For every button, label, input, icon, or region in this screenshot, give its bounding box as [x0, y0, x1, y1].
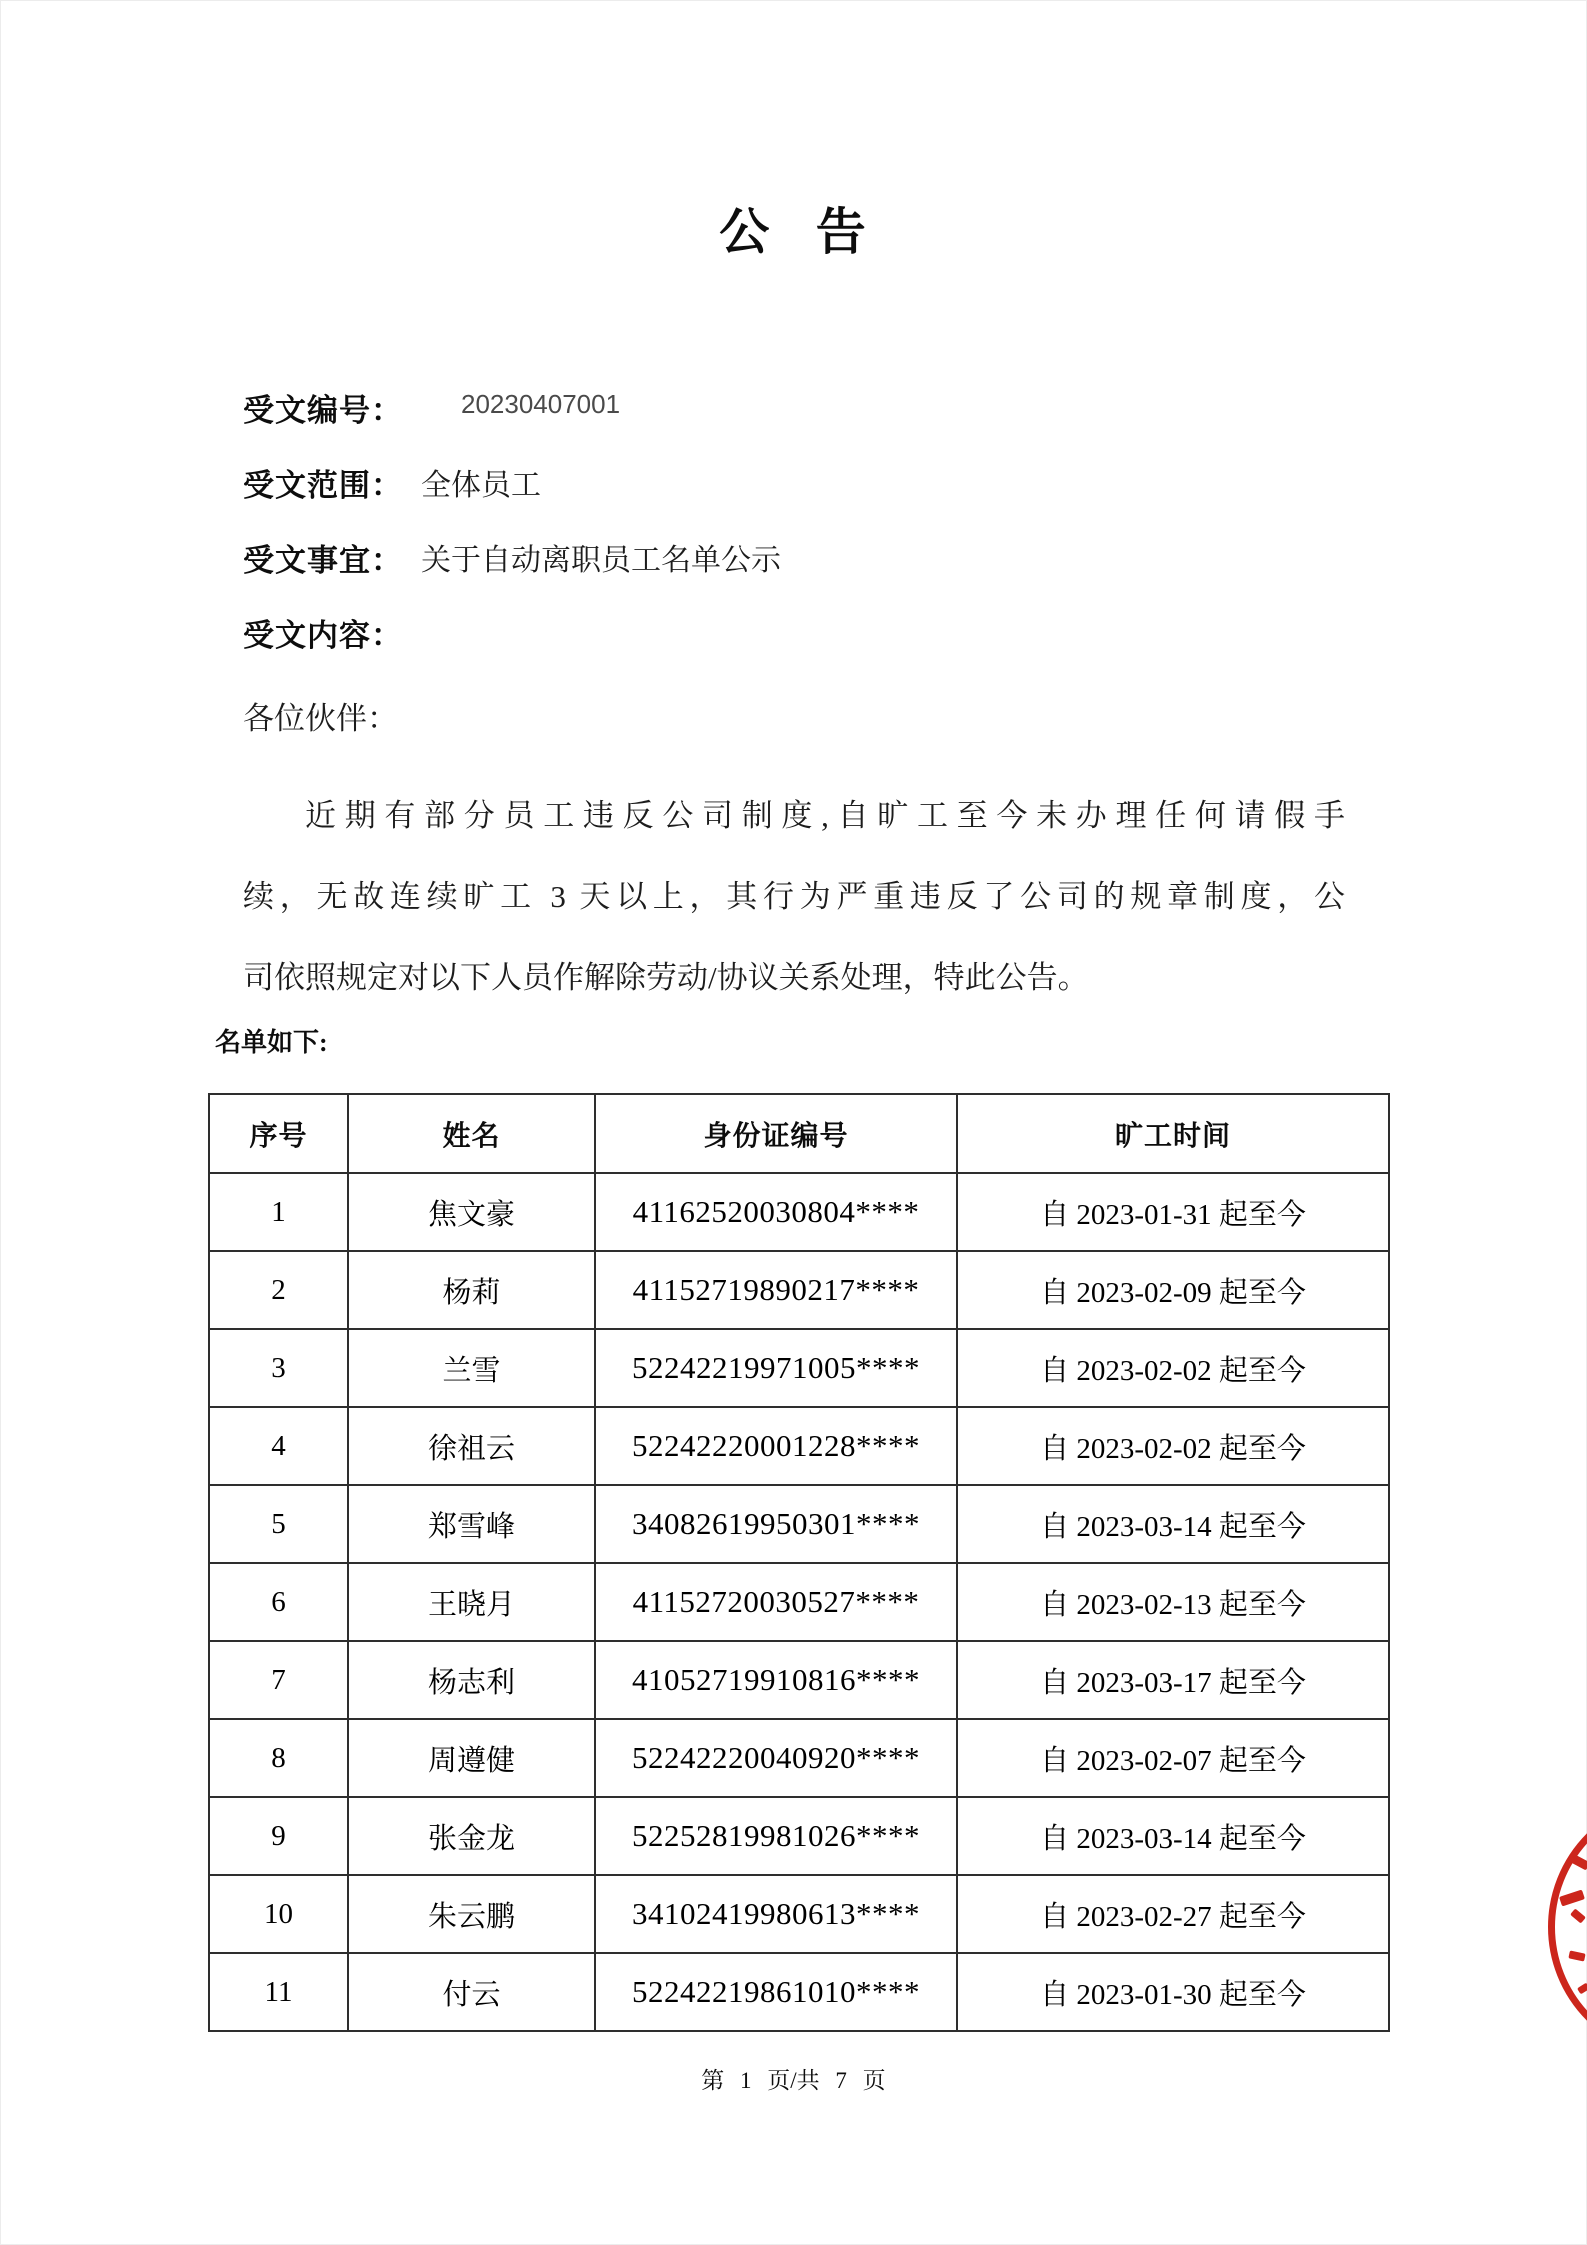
field-subject-value: 关于自动离职员工名单公示 — [421, 544, 781, 577]
col-header-absence: 旷工时间 — [957, 1094, 1389, 1173]
page-title: 公 告 — [719, 204, 868, 260]
absentee-table — [208, 1093, 1390, 2032]
table-cell: 34102419980613**** — [595, 1875, 957, 1953]
table-row — [209, 1485, 1389, 1563]
table-row — [209, 1251, 1389, 1329]
table-cell: 自 2023-02-02 起至今 — [957, 1407, 1389, 1485]
field-doc-number-value: 20230407001 — [461, 389, 621, 419]
official-seal-icon — [1548, 1795, 1587, 2059]
header-fields — [243, 385, 1437, 685]
field-content-label: 受文内容： — [243, 618, 403, 653]
field-doc-number-label: 受文编号： — [243, 393, 403, 428]
field-scope-value: 全体员工 — [421, 469, 541, 502]
table-cell: 5 — [209, 1485, 348, 1563]
col-header-id: 身份证编号 — [595, 1094, 957, 1173]
table-cell: 52242219971005**** — [595, 1329, 957, 1407]
table-row — [209, 1563, 1389, 1641]
table-cell: 10 — [209, 1875, 348, 1953]
table-row — [209, 1407, 1389, 1485]
table-cell: 41152720030527**** — [595, 1563, 957, 1641]
table-cell: 自 2023-02-27 起至今 — [957, 1875, 1389, 1953]
table-cell: 41052719910816**** — [595, 1641, 957, 1719]
table-header-row — [209, 1094, 1389, 1173]
body-line: 近期有部分员工违反公司制度,自旷工至今未办理任何请假手 — [305, 798, 1345, 833]
table-cell: 自 2023-01-30 起至今 — [957, 1953, 1389, 2031]
col-header-name: 姓名 — [348, 1094, 595, 1173]
table-cell: 张金龙 — [348, 1797, 595, 1875]
table-row — [209, 1953, 1389, 2031]
table-cell: 自 2023-03-14 起至今 — [957, 1797, 1389, 1875]
table-cell: 自 2023-02-13 起至今 — [957, 1563, 1389, 1641]
table-row — [209, 1329, 1389, 1407]
table-cell: 1 — [209, 1173, 348, 1251]
body-paragraph — [243, 775, 1345, 1018]
table-cell: 王晓月 — [348, 1563, 595, 1641]
table-cell: 杨莉 — [348, 1251, 595, 1329]
table-cell: 杨志利 — [348, 1641, 595, 1719]
field-subject-label: 受文事宜： — [243, 543, 403, 578]
table-cell: 52242220001228**** — [595, 1407, 957, 1485]
table-cell: 自 2023-02-02 起至今 — [957, 1329, 1389, 1407]
field-scope-label: 受文范围： — [243, 468, 403, 503]
table-cell: 兰雪 — [348, 1329, 595, 1407]
table-cell: 自 2023-01-31 起至今 — [957, 1173, 1389, 1251]
table-cell: 朱云鹏 — [348, 1875, 595, 1953]
table-cell: 郑雪峰 — [348, 1485, 595, 1563]
field-doc-number — [243, 385, 1437, 460]
table-cell: 9 — [209, 1797, 348, 1875]
table-cell: 自 2023-02-09 起至今 — [957, 1251, 1389, 1329]
table-cell: 3 — [209, 1329, 348, 1407]
table-body — [209, 1173, 1389, 2031]
table-row — [209, 1173, 1389, 1251]
page-number: 第 1 页/共 7 页 — [701, 2068, 886, 2093]
table-row — [209, 1875, 1389, 1953]
list-intro-label: 名单如下: — [215, 1028, 328, 1057]
table-cell: 7 — [209, 1641, 348, 1719]
table-cell: 自 2023-03-17 起至今 — [957, 1641, 1389, 1719]
table-row — [209, 1641, 1389, 1719]
salutation: 各位伙伴： — [243, 701, 398, 736]
table-cell: 2 — [209, 1251, 348, 1329]
table-row — [209, 1719, 1389, 1797]
table-cell: 41152719890217**** — [595, 1251, 957, 1329]
field-content — [243, 610, 1437, 685]
table-cell: 11 — [209, 1953, 348, 2031]
body-line: 司依照规定对以下人员作解除劳动/协议关系处理，特此公告。 — [243, 960, 1089, 995]
body-line: 续，无故连续旷工 3 天以上，其行为严重违反了公司的规章制度，公 — [243, 879, 1345, 914]
table-cell: 周遵健 — [348, 1719, 595, 1797]
table-row — [209, 1797, 1389, 1875]
table-cell: 6 — [209, 1563, 348, 1641]
table-cell: 付云 — [348, 1953, 595, 2031]
table-cell: 徐祖云 — [348, 1407, 595, 1485]
table-cell: 4 — [209, 1407, 348, 1485]
table-cell: 焦文豪 — [348, 1173, 595, 1251]
table-cell: 34082619950301**** — [595, 1485, 957, 1563]
table-cell: 自 2023-03-14 起至今 — [957, 1485, 1389, 1563]
col-header-index: 序号 — [209, 1094, 348, 1173]
table-cell: 8 — [209, 1719, 348, 1797]
table-cell: 52252819981026**** — [595, 1797, 957, 1875]
table-header — [209, 1094, 1389, 1173]
table-cell: 52242219861010**** — [595, 1953, 957, 2031]
field-scope — [243, 460, 1437, 535]
table-cell: 52242220040920**** — [595, 1719, 957, 1797]
table-cell: 自 2023-02-07 起至今 — [957, 1719, 1389, 1797]
table-cell: 41162520030804**** — [595, 1173, 957, 1251]
field-subject — [243, 535, 1437, 610]
